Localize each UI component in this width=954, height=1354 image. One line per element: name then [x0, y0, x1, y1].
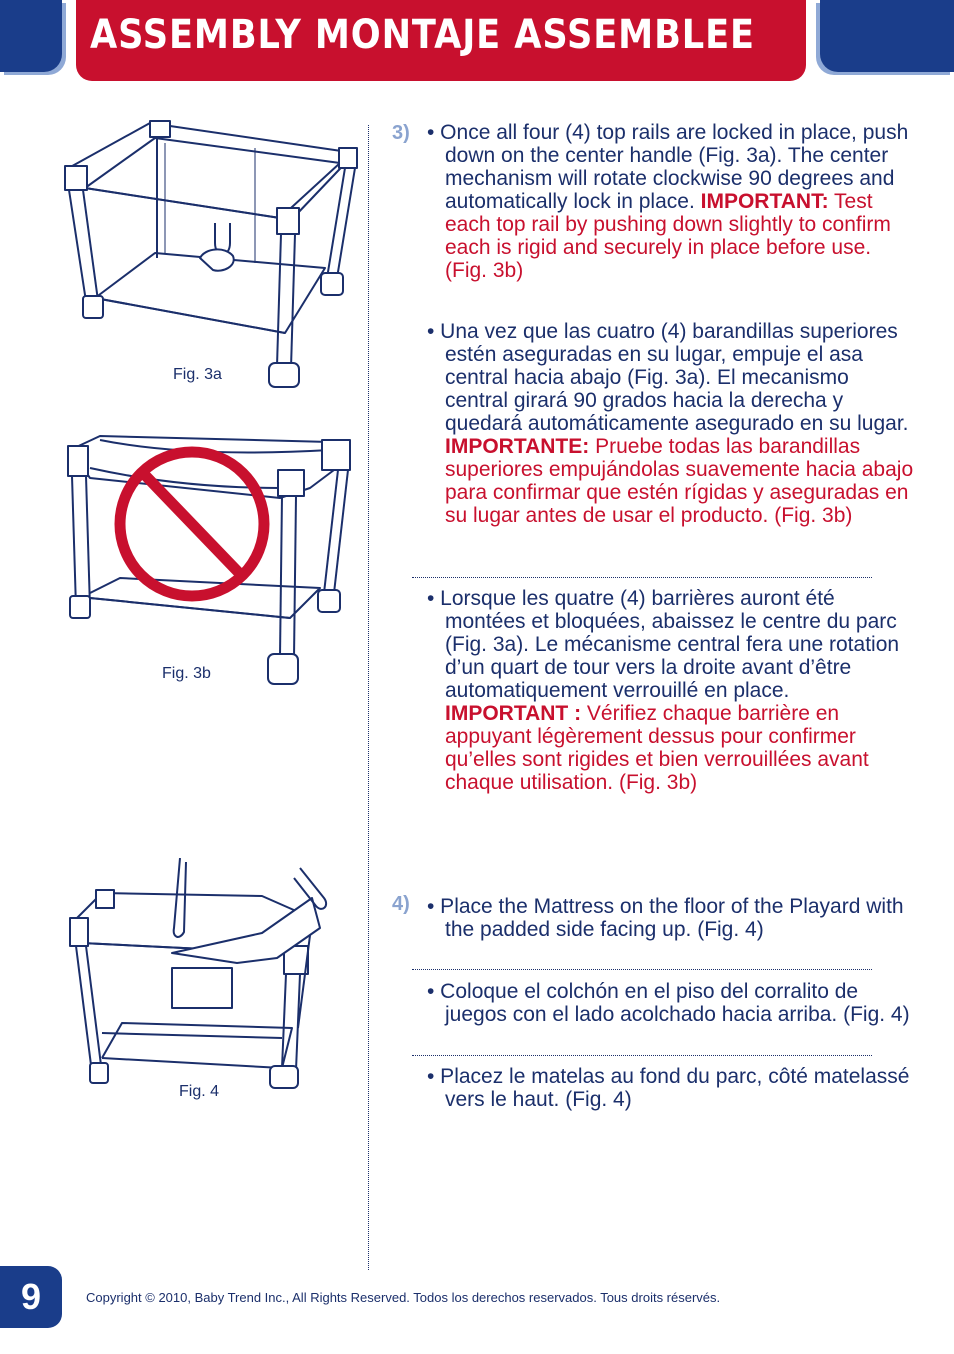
step-3-english-text: • Once all four (4) top rails are locked in place, push down on the center handle (Fig. 3a). The center mechanism will rotate clockwise 90 degrees and automatically lock in place. [427, 121, 909, 213]
header-right-tab [820, 0, 954, 72]
step-3-english-important-text: Test each top rail by pushing down slightly to confirm each is rigid and securely in place before use. (Fig. 3b) [445, 190, 891, 282]
step-3-spanish-important-text: Pruebe todas las barandillas superiores empujándolas suavemente hacia abajo para confirmar que estén rígidas y aseguradas en su lugar antes de usar el producto. (Fig. 3b) [445, 435, 914, 527]
step-4-english: • Place the Mattress on the floor of the Playard with the padded side facing up. (Fig. 4) [427, 895, 904, 941]
column-divider [368, 125, 369, 1270]
page-title: ASSEMBLY MONTAJE ASSEMBLEE [90, 12, 755, 58]
step-4-number: 4) [392, 893, 410, 915]
step-3-french-important-text: Vérifiez chaque barrière en appuyant légèrement dessus pour confirmer qu’elles sont rigides et bien verrouillées avant chaque utilisation. (Fig. 3b) [445, 702, 869, 794]
step-3-english [427, 121, 915, 282]
page-number: 9 [0, 1266, 62, 1328]
copyright-notice: Copyright © 2010, Baby Trend Inc., All Rights Reserved. Todos los derechos reservados. Tous droits réservés. [86, 1290, 721, 1305]
figure-4-caption: Fig. 4 [179, 1083, 220, 1100]
step-3-spanish-text: • Una vez que las cuatro (4) barandillas superiores estén aseguradas en su lugar, empuje el asa central hacia abajo (Fig. 3a). El mecanismo central girará 90 grados hacia la derecha y quedará automáticamente asegurado en su lugar. [427, 320, 909, 435]
figure-3a-caption: Fig. 3a [173, 366, 222, 383]
step-3-spanish [427, 320, 915, 527]
step-3-spanish-important-label: IMPORTANTE: [445, 435, 590, 458]
step-4-spanish: • Coloque el colchón en el piso del corralito de juegos con el lado acolchado hacia arriba. (Fig. 4) [427, 980, 910, 1026]
header-title-bar [76, 0, 806, 81]
divider-dotted [412, 1055, 872, 1056]
figure-3b-incorrect-illustration [60, 428, 360, 693]
figure-3b-caption: Fig. 3b [162, 665, 211, 682]
step-3-french-text: • Lorsque les quatre (4) barrières auront été montées et bloquées, abaissez le centre du parc (Fig. 3a). Le mécanisme central fera une rotation d’un quart de tour vers la droite avant d’être automatiquement verrouillé en place. [427, 587, 900, 702]
step-4-french: • Placez le matelas au fond du parc, côté matelassé vers le haut. (Fig. 4) [427, 1065, 910, 1111]
step-3-french [427, 587, 915, 794]
step-3-english-important-label: IMPORTANT: [700, 190, 829, 213]
step-3-number: 3) [392, 122, 410, 144]
divider-dotted [412, 577, 872, 578]
step-3-french-important-label: IMPORTANT : [445, 702, 582, 725]
figure-4-mattress-illustration [62, 858, 332, 1098]
figure-3a-playard-illustration [55, 118, 365, 393]
divider-dotted [412, 969, 872, 970]
header-left-tab [0, 0, 62, 72]
